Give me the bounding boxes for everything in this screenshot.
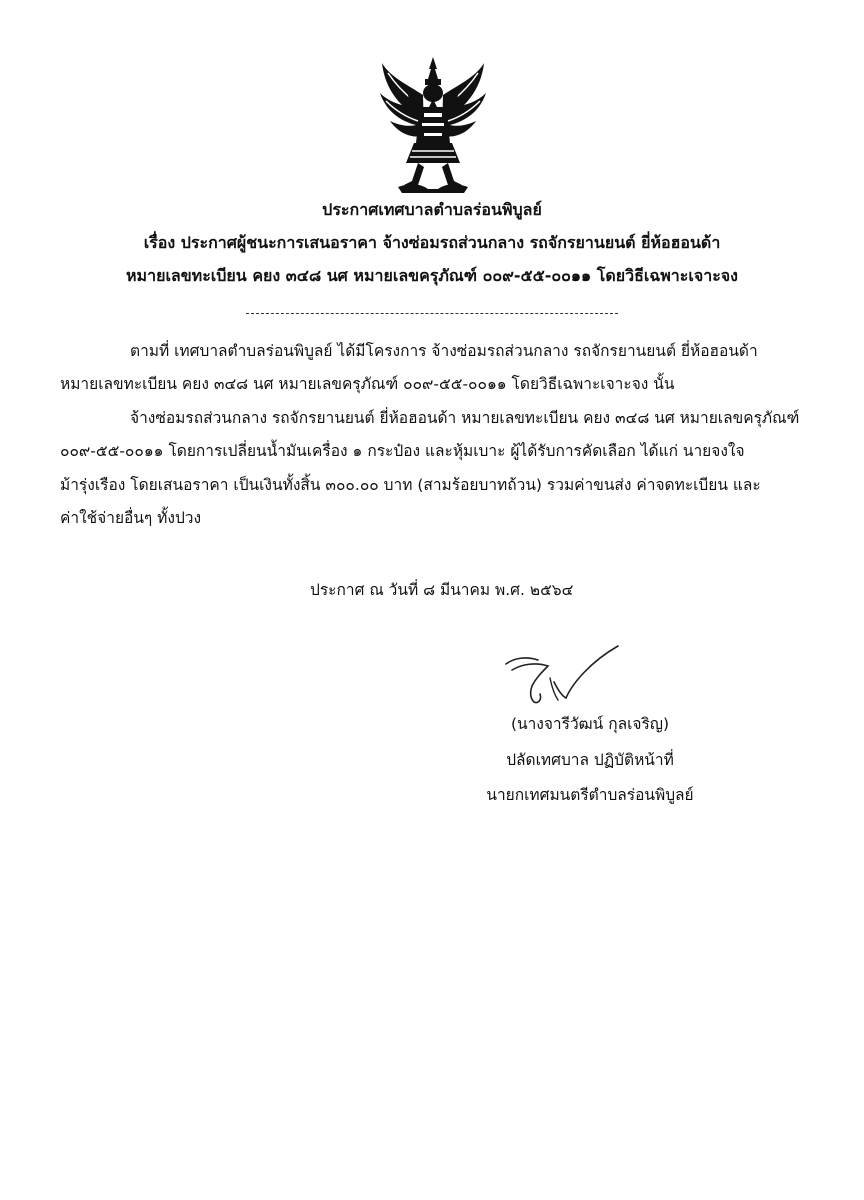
garuda-emblem-icon (378, 55, 488, 195)
announcement-date: ประกาศ ณ วันที่ ๘ มีนาคม พ.ศ. ๒๕๖๔ (310, 581, 574, 599)
signatory-name: (นางจารีวัฒน์ กุลเจริญ) (510, 715, 670, 733)
subject-line-2: หมายเลขทะเบียน คยง ๓๔๘ นศ หมายเลขครุภัณฑ์ ๐๐๙-๕๕-๐๐๑๑ โดยวิธีเฉพาะเจาะจง (126, 266, 738, 285)
body-line-2: หมายเลขทะเบียน คยง ๓๔๘ นศ หมายเลขครุภัณฑ์ ๐๐๙-๕๕-๐๐๑๑ โดยวิธีเฉพาะเจาะจง นั้น (60, 375, 675, 393)
body-line-4: ๐๐๙-๕๕-๐๐๑๑ โดยการเปลี่ยนน้ำมันเครื่อง ๑ กระป๋อง และหุ้มเบาะ ผู้ได้รับการคัดเลือก ได้แก่ นายจงใจ (60, 442, 745, 460)
signature-icon (498, 642, 628, 712)
body-line-5: ม้ารุ่งเรือง โดยเสนอราคา เป็นเงินทั้งสิ้น ๓๐๐.๐๐ บาท (สามร้อยบาทถ้วน) รวมค่าขนส่ง ค่าจดทะเบียน และ (60, 476, 761, 494)
body-line-6: ค่าใช้จ่ายอื่นๆ ทั้งปวง (60, 509, 202, 527)
dashed-divider (246, 313, 618, 314)
body-line-3: จ้างซ่อมรถส่วนกลาง รถจักรยานยนต์ ยี่ห้อฮอนด้า หมายเลขทะเบียน คยง ๓๔๘ นศ หมายเลขครุภัณฑ์ (130, 409, 800, 427)
signatory-position-2: นายกเทศมนตรีตำบลร่อนพิบูลย์ (486, 786, 694, 804)
announcement-title: ประกาศเทศบาลตำบลร่อนพิบูลย์ (322, 200, 542, 219)
body-line-1: ตามที่ เทศบาลตำบลร่อนพิบูลย์ ได้มีโครงการ จ้างซ่อมรถส่วนกลาง รถจักรยานยนต์ ยี่ห้อฮอนด้า (130, 342, 758, 360)
subject-line-1: เรื่อง ประกาศผู้ชนะการเสนอราคา จ้างซ่อมรถส่วนกลาง รถจักรยานยนต์ ยี่ห้อฮอนด้า (143, 233, 721, 252)
signatory-position-1: ปลัดเทศบาล ปฏิบัติหน้าที่ (506, 751, 674, 769)
